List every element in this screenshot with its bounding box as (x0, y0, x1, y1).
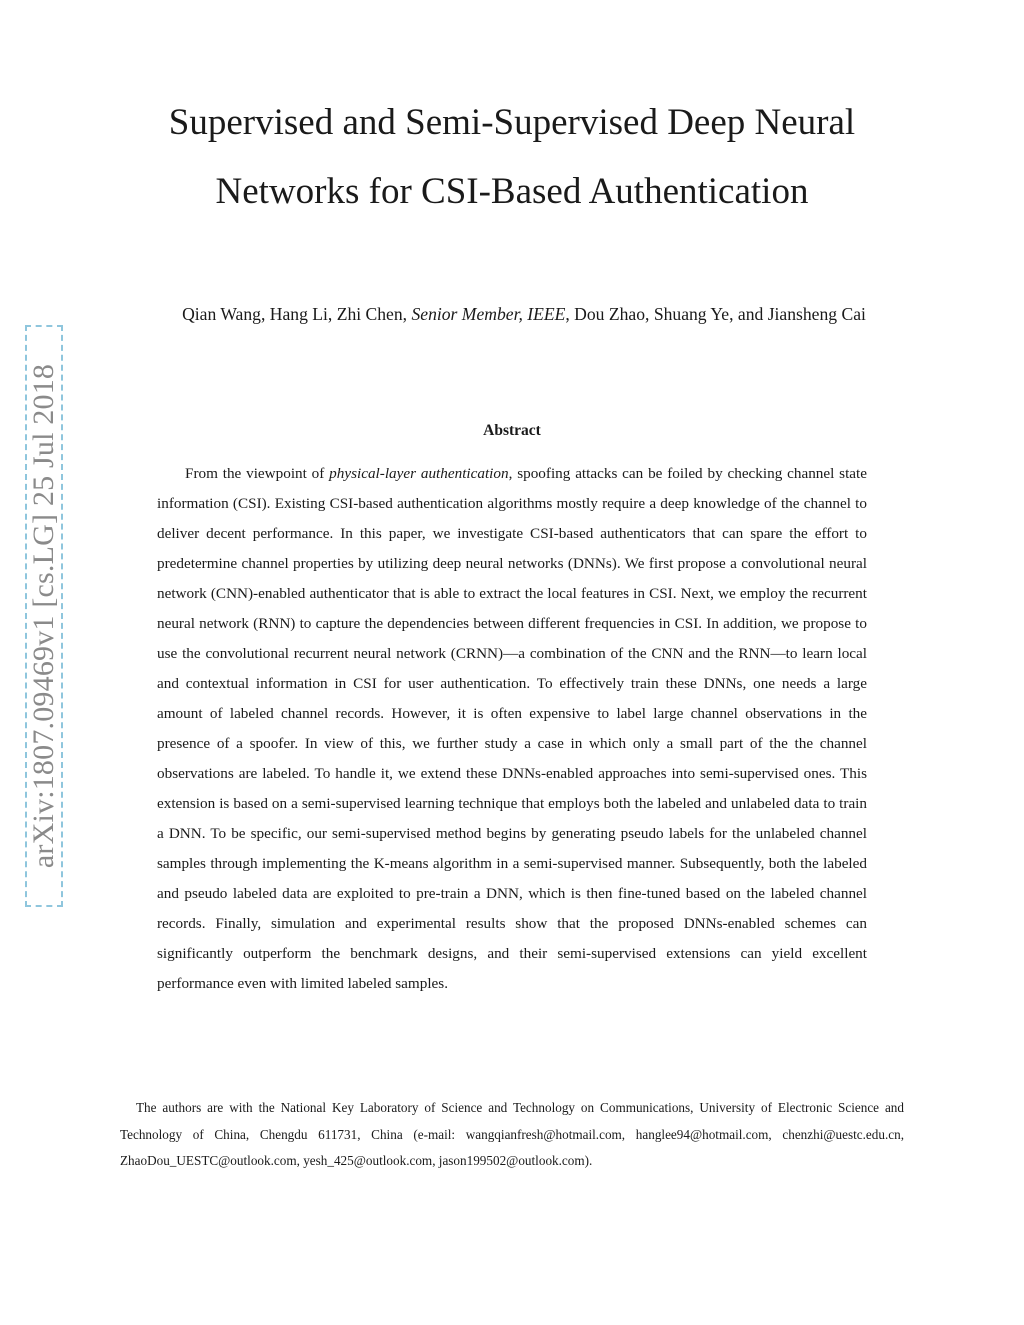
author-affiliation-footnote: The authors are with the National Key Laboratory of Science and Technology on Communications, University of Electronic Science and Technology of China, Chengdu 611731, China (e-mail: wangqianfresh@hotmail.com, hanglee94@hotmail.com, chenzhi@uestc.edu.cn, ZhaoDou_UESTC@outlook.com, yesh_425@outlook.com, jason199502@outlook.com). (120, 1100, 904, 1168)
paper-title-line-2: Networks for CSI-Based Authentication (215, 171, 809, 212)
authors-role: Senior Member, IEEE (411, 304, 566, 324)
abstract-emphasis: physical-layer authentication (329, 465, 509, 482)
arxiv-identifier: arXiv:1807.09469v1 [cs.LG] 25 Jul 2018 (27, 363, 60, 869)
authors-names-first: Qian Wang, Hang Li, Zhi Chen, (182, 304, 408, 324)
author-list (0, 303, 1024, 325)
paper-title-line-1: Supervised and Semi-Supervised Deep Neural (168, 102, 856, 143)
abstract-text: , spoofing attacks can be foiled by checking channel state information (CSI). Existing CSI-based authentication algorithms mostly require a deep knowledge of the channel to deliver decent performance. In this paper, we investigate CSI-based authenticators that can spare the effort to predetermine channel properties by utilizing deep neural networks (DNNs). We first propose a convolutional neural network (CNN)-enabled authenticator that is able to extract the local features in CSI. Next, we employ the recurrent neural network (RNN) to capture the dependencies between different frequencies in CSI. In addition, we propose to use the convolutional recurrent neural network (CRNN)—a combination of the CNN and the RNN—to learn local and contextual information in CSI for user authentication. To effectively train these DNNs, one needs a large amount of labeled channel records. However, it is often expensive to label large channel observations in the presence of a spoofer. In view of this, we further study a case in which only a small part of the the channel observations are labeled. To handle it, we extend these DNNs-enabled approaches into semi-supervised ones. This extension is based on a semi-supervised learning technique that employs both the labeled and unlabeled data to train a DNN. To be specific, our semi-supervised method begins by generating pseudo labels for the unlabeled channel samples through implementing the K-means algorithm in a semi-supervised manner. Subsequently, both the labeled and pseudo labeled data are exploited to pre-train a DNN, which is then fine-tuned based on the labeled channel records. Finally, simulation and experimental results show that the proposed DNNs-enabled schemes can significantly outperform the benchmark designs, and their semi-supervised extensions can yield excellent performance even with limited labeled samples. (157, 465, 868, 992)
abstract-heading: Abstract (483, 422, 541, 439)
abstract-body (157, 459, 867, 999)
authors-names-rest: , Dou Zhao, Shuang Ye, and Jiansheng Cai (565, 304, 866, 324)
abstract-lead: From the viewpoint of (185, 465, 325, 482)
